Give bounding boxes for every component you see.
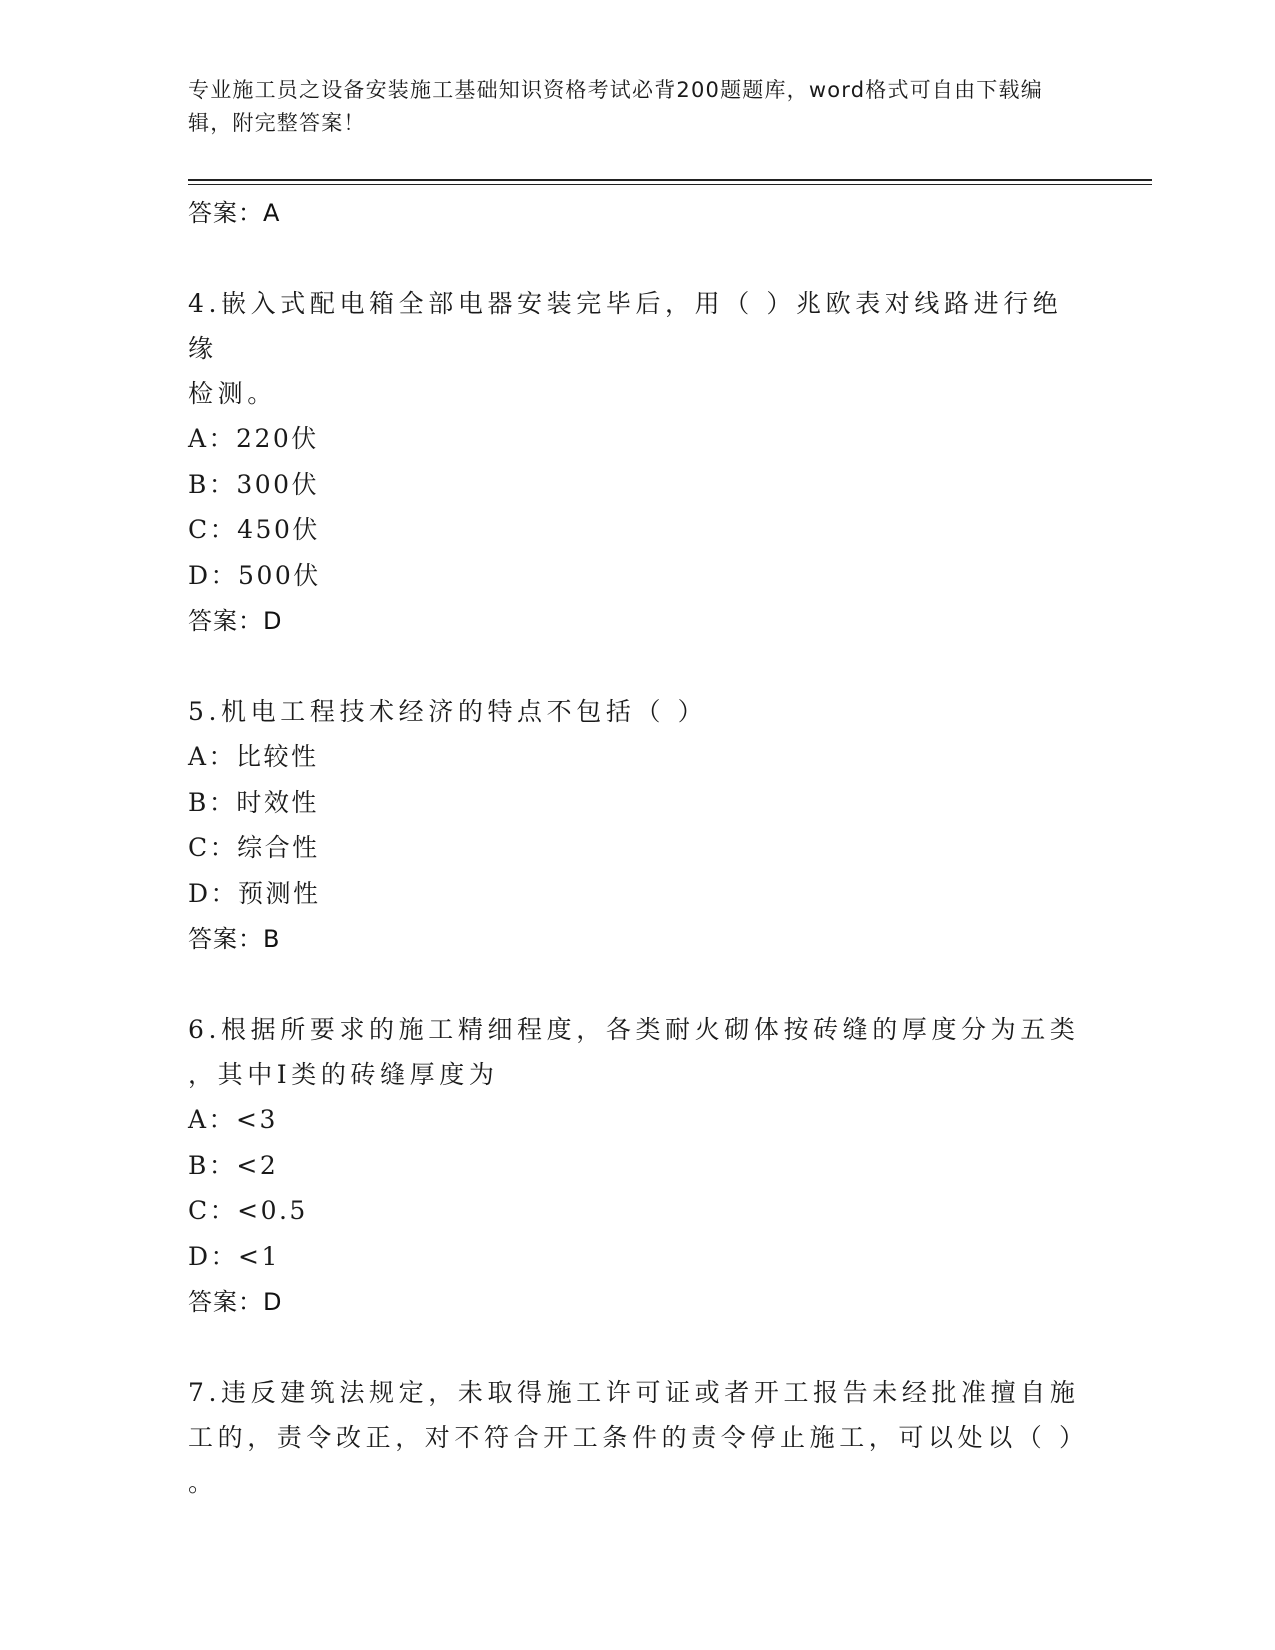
question-stem-line: 6.根据所要求的施工精细程度，各类耐火砌体按砖缝的厚度分为五类 [188, 1015, 1080, 1044]
question-stem-line: ，其中Ⅰ类的砖缝厚度为 [188, 1060, 499, 1089]
option-b: B：时效性 [188, 787, 319, 817]
option-c: C：450伏 [188, 515, 320, 544]
question-stem-line: 7.违反建筑法规定，未取得施工许可证或者开工报告未经批准擅自施 [188, 1378, 1080, 1407]
answer-line: 答案：A [188, 199, 281, 227]
option-c: C：<0.5 [188, 1196, 308, 1225]
option-a: A：<3 [188, 1105, 278, 1134]
question-block [188, 1007, 1088, 1325]
option-a: A：比较性 [188, 742, 319, 771]
answer-line: 答案：D [188, 607, 283, 635]
page-header: 专业施工员之设备安装施工基础知识资格考试必背200题题库，word格式可自由下载编辑，附完整答案！ [188, 78, 1043, 135]
option-b: B：<2 [188, 1150, 279, 1180]
question-stem-line: 4.嵌入式配电箱全部电器安装完毕后，用（ ）兆欧表对线路进行绝缘 [188, 289, 1063, 363]
option-a: A：220伏 [188, 424, 319, 453]
question-block [188, 1370, 1088, 1505]
option-d: D：500伏 [188, 560, 321, 590]
question-stem-line: 。 [188, 1468, 218, 1497]
question-block [188, 689, 1088, 962]
question-stem-line: 检测。 [188, 379, 277, 408]
option-c: C：综合性 [188, 833, 320, 862]
answer-line: 答案：B [188, 925, 281, 953]
option-b: B：300伏 [188, 469, 320, 499]
question-block [188, 281, 1088, 644]
option-d: D：<1 [188, 1241, 280, 1271]
answer-line: 答案：D [188, 1288, 283, 1316]
header-rule-thick [188, 179, 1152, 181]
question-stem-line: 工的，责令改正，对不符合开工条件的责令停止施工，可以处以（ ） [188, 1423, 1089, 1452]
question-list [188, 190, 1088, 1505]
question-stem-line: 5.机电工程技术经济的特点不包括（ ） [188, 697, 708, 726]
header-rule-thin [188, 184, 1152, 185]
option-d: D：预测性 [188, 878, 321, 908]
